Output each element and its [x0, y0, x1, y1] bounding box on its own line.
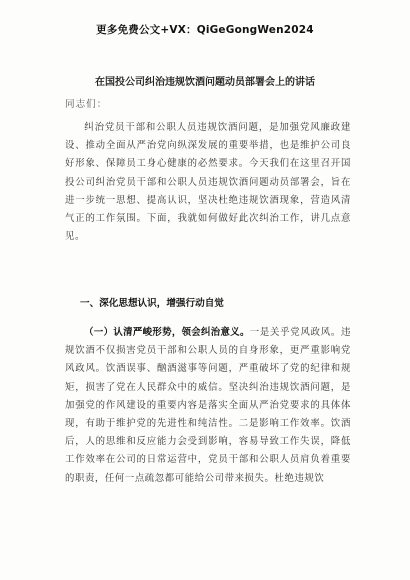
paragraph-section1 — [65, 324, 351, 488]
paragraph-intro-text: 纠治党员干部和公职人员违规饮酒问题，是加强党风廉政建设、推动全面从严治党向纵深发展的重要举措，也是维护公司良好形象、保障员工身心健康的必然要求。今天我们在这里召开国投公司纠治党员干部和公职人员违规饮酒问题动员部署会，旨在进一步统一思想、提高认识，坚决杜绝违规饮酒现象，营造风清气正的工作氛围。下面，我就如何做好此次纠治工作，讲几点意见。 — [65, 122, 351, 243]
salutation: 同志们： — [65, 99, 108, 110]
section-heading: 一、深化思想认识，增强行动自觉 — [80, 298, 224, 309]
subsection-heading: （一）认清严峻形势，领会纠治意义。 — [84, 327, 250, 338]
document-title: 在国投公司纠治违规饮酒问题动员部署会上的讲话 — [95, 77, 315, 88]
promo-banner: 更多免费公文+VX：QiGeGongWen2024 — [96, 24, 314, 36]
paragraph-section1-text: 一是关乎党风政风。违规饮酒不仅损害党员干部和公职人员的自身形象，更严重影响党风政风。饮酒误事、酗酒滋事等问题，严重破坏了党的纪律和规矩，损害了党在人民群众中的威信。坚决纠治违规饮酒问题，是加强党的作风建设的重要内容是落实全面从严治党要求的具体体现，有助于维护党的先进性和纯洁性。二是影响工作效率。饮酒后，人的思维和反应能力会受到影响，容易导致工作失误，降低工作效率在公司的日常运营中，党员干部和公职人员肩负着重要的职责，任何一点疏忽都可能给公司带来损失。杜绝违规饮 — [65, 327, 351, 484]
paragraph-intro — [65, 119, 351, 246]
